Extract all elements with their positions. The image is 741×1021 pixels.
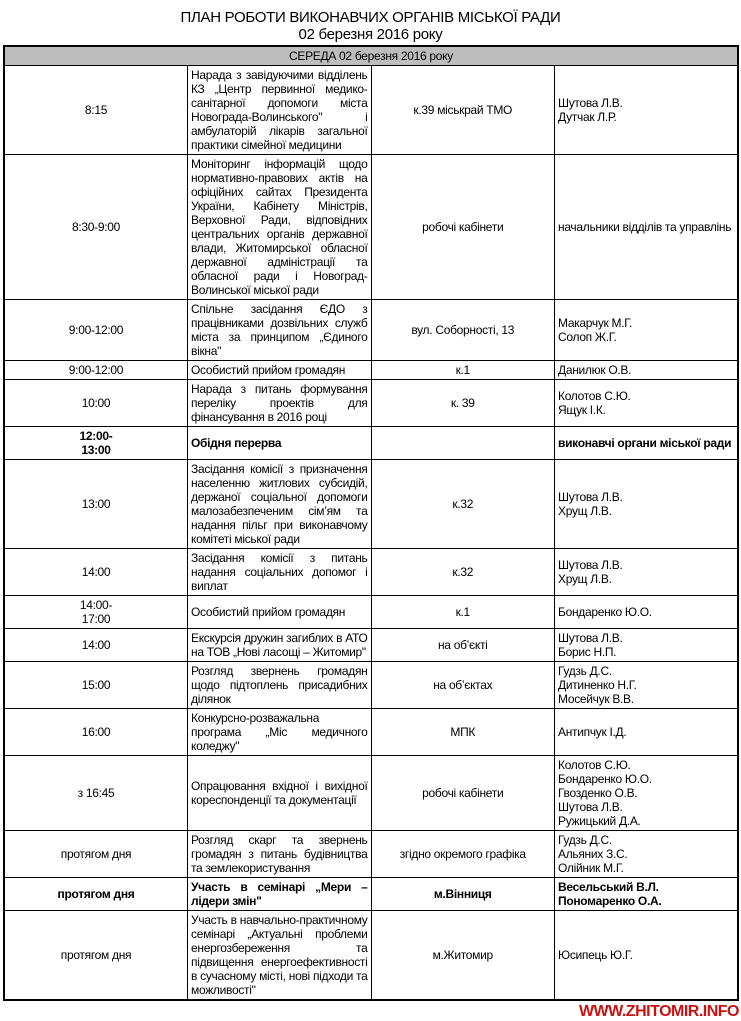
location-cell: робочі кабінети [371, 756, 555, 831]
responsible-cell: Гудзь Д.С. Дитиненко Н.Г. Мосейчук В.В. [555, 662, 739, 709]
time-cell: 12:00- 13:00 [4, 427, 188, 460]
responsible-cell: Гудзь Д.С. Альяних З.С. Олійник М.Г. [555, 831, 739, 878]
location-cell: на об’єктах [371, 662, 555, 709]
time-cell: 15:00 [4, 662, 188, 709]
time-cell: 9:00-12:00 [4, 361, 188, 380]
activity-cell: Участь в семінарі „Мери – лідери змін" [188, 878, 372, 911]
responsible-cell: Весельський В.Л. Пономаренко О.А. [555, 878, 739, 911]
time-cell: 8:30-9:00 [4, 155, 188, 300]
location-cell: м.Вінниця [371, 878, 555, 911]
responsible-cell: Данилюк О.В. [555, 361, 739, 380]
location-cell: МПК [371, 709, 555, 756]
responsible-cell: Шутова Л.В. Борис Н.П. [555, 629, 739, 662]
activity-cell: Нарада з питань формування переліку проектів для фінансування в 2016 році [188, 380, 372, 427]
table-row [4, 911, 738, 1001]
location-cell: к.39 міськрай ТМО [371, 66, 555, 155]
responsible-cell: начальники відділів та управлінь [555, 155, 739, 300]
location-cell: к.32 [371, 460, 555, 549]
table-row [4, 460, 738, 549]
table-row [4, 549, 738, 596]
activity-cell: Нарада з завідуючими відділень КЗ „Центр первинної медико-санітарної допомоги міста Новограда-Волинського" і амбулаторій лікарів загальної практики сімейної медицини [188, 66, 372, 155]
responsible-cell: Шутова Л.В. Дутчак Л.Р. [555, 66, 739, 155]
activity-cell: Розгляд скарг та звернень громадян з питань будівництва та землекористування [188, 831, 372, 878]
day-header: СЕРЕДА 02 березня 2016 року [4, 46, 738, 66]
activity-cell: Моніторинг інформацій щодо нормативно-правових актів на офіційних сайтах Президента України, Кабінету Міністрів, Верховної Ради, відповідних центральних органів державної влади, Житомирської обласної державної адміністрації та обласної ради і Новоград-Волинської міської ради [188, 155, 372, 300]
page-subtitle: 02 березня 2016 року [298, 26, 443, 43]
time-cell: 9:00-12:00 [4, 300, 188, 361]
table-row [4, 629, 738, 662]
activity-cell: Конкурсно-розважальна програма „Міс медичного коледжу" [188, 709, 372, 756]
time-cell: з 16:45 [4, 756, 188, 831]
responsible-cell: Антипчук І.Д. [555, 709, 739, 756]
table-row [4, 878, 738, 911]
location-cell: м.Житомир [371, 911, 555, 1001]
table-row [4, 427, 738, 460]
location-cell: вул. Соборності, 13 [371, 300, 555, 361]
location-cell: к. 39 [371, 380, 555, 427]
activity-cell: Засідання комісії з призначення населенню житлових субсидій, держаної соціальної допомоги малозабезпеченим сім’ям та надання пільг при виконавчому комітеті міської ради [188, 460, 372, 549]
activity-cell: Опрацювання вхідної і вихідної кореспонденції та документації [188, 756, 372, 831]
responsible-cell: Бондаренко Ю.О. [555, 596, 739, 629]
activity-cell: Особистий прийом громадян [188, 361, 372, 380]
activity-cell: Екскурсія дружин загиблих в АТО на ТОВ „Нові ласощі – Житомир" [188, 629, 372, 662]
time-cell: протягом дня [4, 878, 188, 911]
location-cell: на об’єкті [371, 629, 555, 662]
table-row [4, 66, 738, 155]
schedule-table [3, 45, 739, 1001]
time-cell: протягом дня [4, 831, 188, 878]
responsible-cell: Шутова Л.В. Хрущ Л.В. [555, 549, 739, 596]
footer-site-url: WWW.ZHITOMIR.INFO [578, 1003, 739, 1020]
responsible-cell: виконавчі органи міської ради [555, 427, 739, 460]
responsible-cell: Колотов С.Ю. Бондаренко Ю.О. Гвозденко О.В. Шутова Л.В. Ружицький Д.А. [555, 756, 739, 831]
table-row [4, 756, 738, 831]
time-cell: 10:00 [4, 380, 188, 427]
location-cell: к.1 [371, 361, 555, 380]
table-row [4, 155, 738, 300]
schedule-body [4, 66, 738, 1001]
activity-cell: Участь в навчально-практичному семінарі „Актуальні проблеми енергозбереження та підвищення енергоефективності в сучасному місті, нові підходи та можливості" [188, 911, 372, 1001]
location-cell [371, 427, 555, 460]
table-row [4, 300, 738, 361]
day-header-row [4, 46, 738, 66]
location-cell: к.1 [371, 596, 555, 629]
time-cell: 14:00- 17:00 [4, 596, 188, 629]
activity-cell: Обідня перерва [188, 427, 372, 460]
table-row [4, 361, 738, 380]
time-cell: 14:00 [4, 629, 188, 662]
time-cell: 16:00 [4, 709, 188, 756]
page-title: ПЛАН РОБОТИ ВИКОНАВЧИХ ОРГАНІВ МІСЬКОЇ РАДИ [180, 9, 561, 26]
table-row [4, 380, 738, 427]
table-row [4, 831, 738, 878]
responsible-cell: Макарчук М.Г. Солоп Ж.Г. [555, 300, 739, 361]
activity-cell: Засідання комісії з питань надання соціальних допомог і виплат [188, 549, 372, 596]
table-row [4, 596, 738, 629]
activity-cell: Розгляд звернень громадян щодо підтоплень присадибних ділянок [188, 662, 372, 709]
responsible-cell: Шутова Л.В. Хрущ Л.В. [555, 460, 739, 549]
activity-cell: Спільне засідання ЄДО з працівниками дозвільних служб міста за принципом „Єдиного вікна" [188, 300, 372, 361]
responsible-cell: Юсипець Ю.Г. [555, 911, 739, 1001]
table-row [4, 662, 738, 709]
table-row [4, 709, 738, 756]
location-cell: згідно окремого графіка [371, 831, 555, 878]
time-cell: протягом дня [4, 911, 188, 1001]
responsible-cell: Колотов С.Ю. Ящук І.К. [555, 380, 739, 427]
time-cell: 8:15 [4, 66, 188, 155]
time-cell: 13:00 [4, 460, 188, 549]
location-cell: к.32 [371, 549, 555, 596]
activity-cell: Особистий прийом громадян [188, 596, 372, 629]
time-cell: 14:00 [4, 549, 188, 596]
location-cell: робочі кабінети [371, 155, 555, 300]
